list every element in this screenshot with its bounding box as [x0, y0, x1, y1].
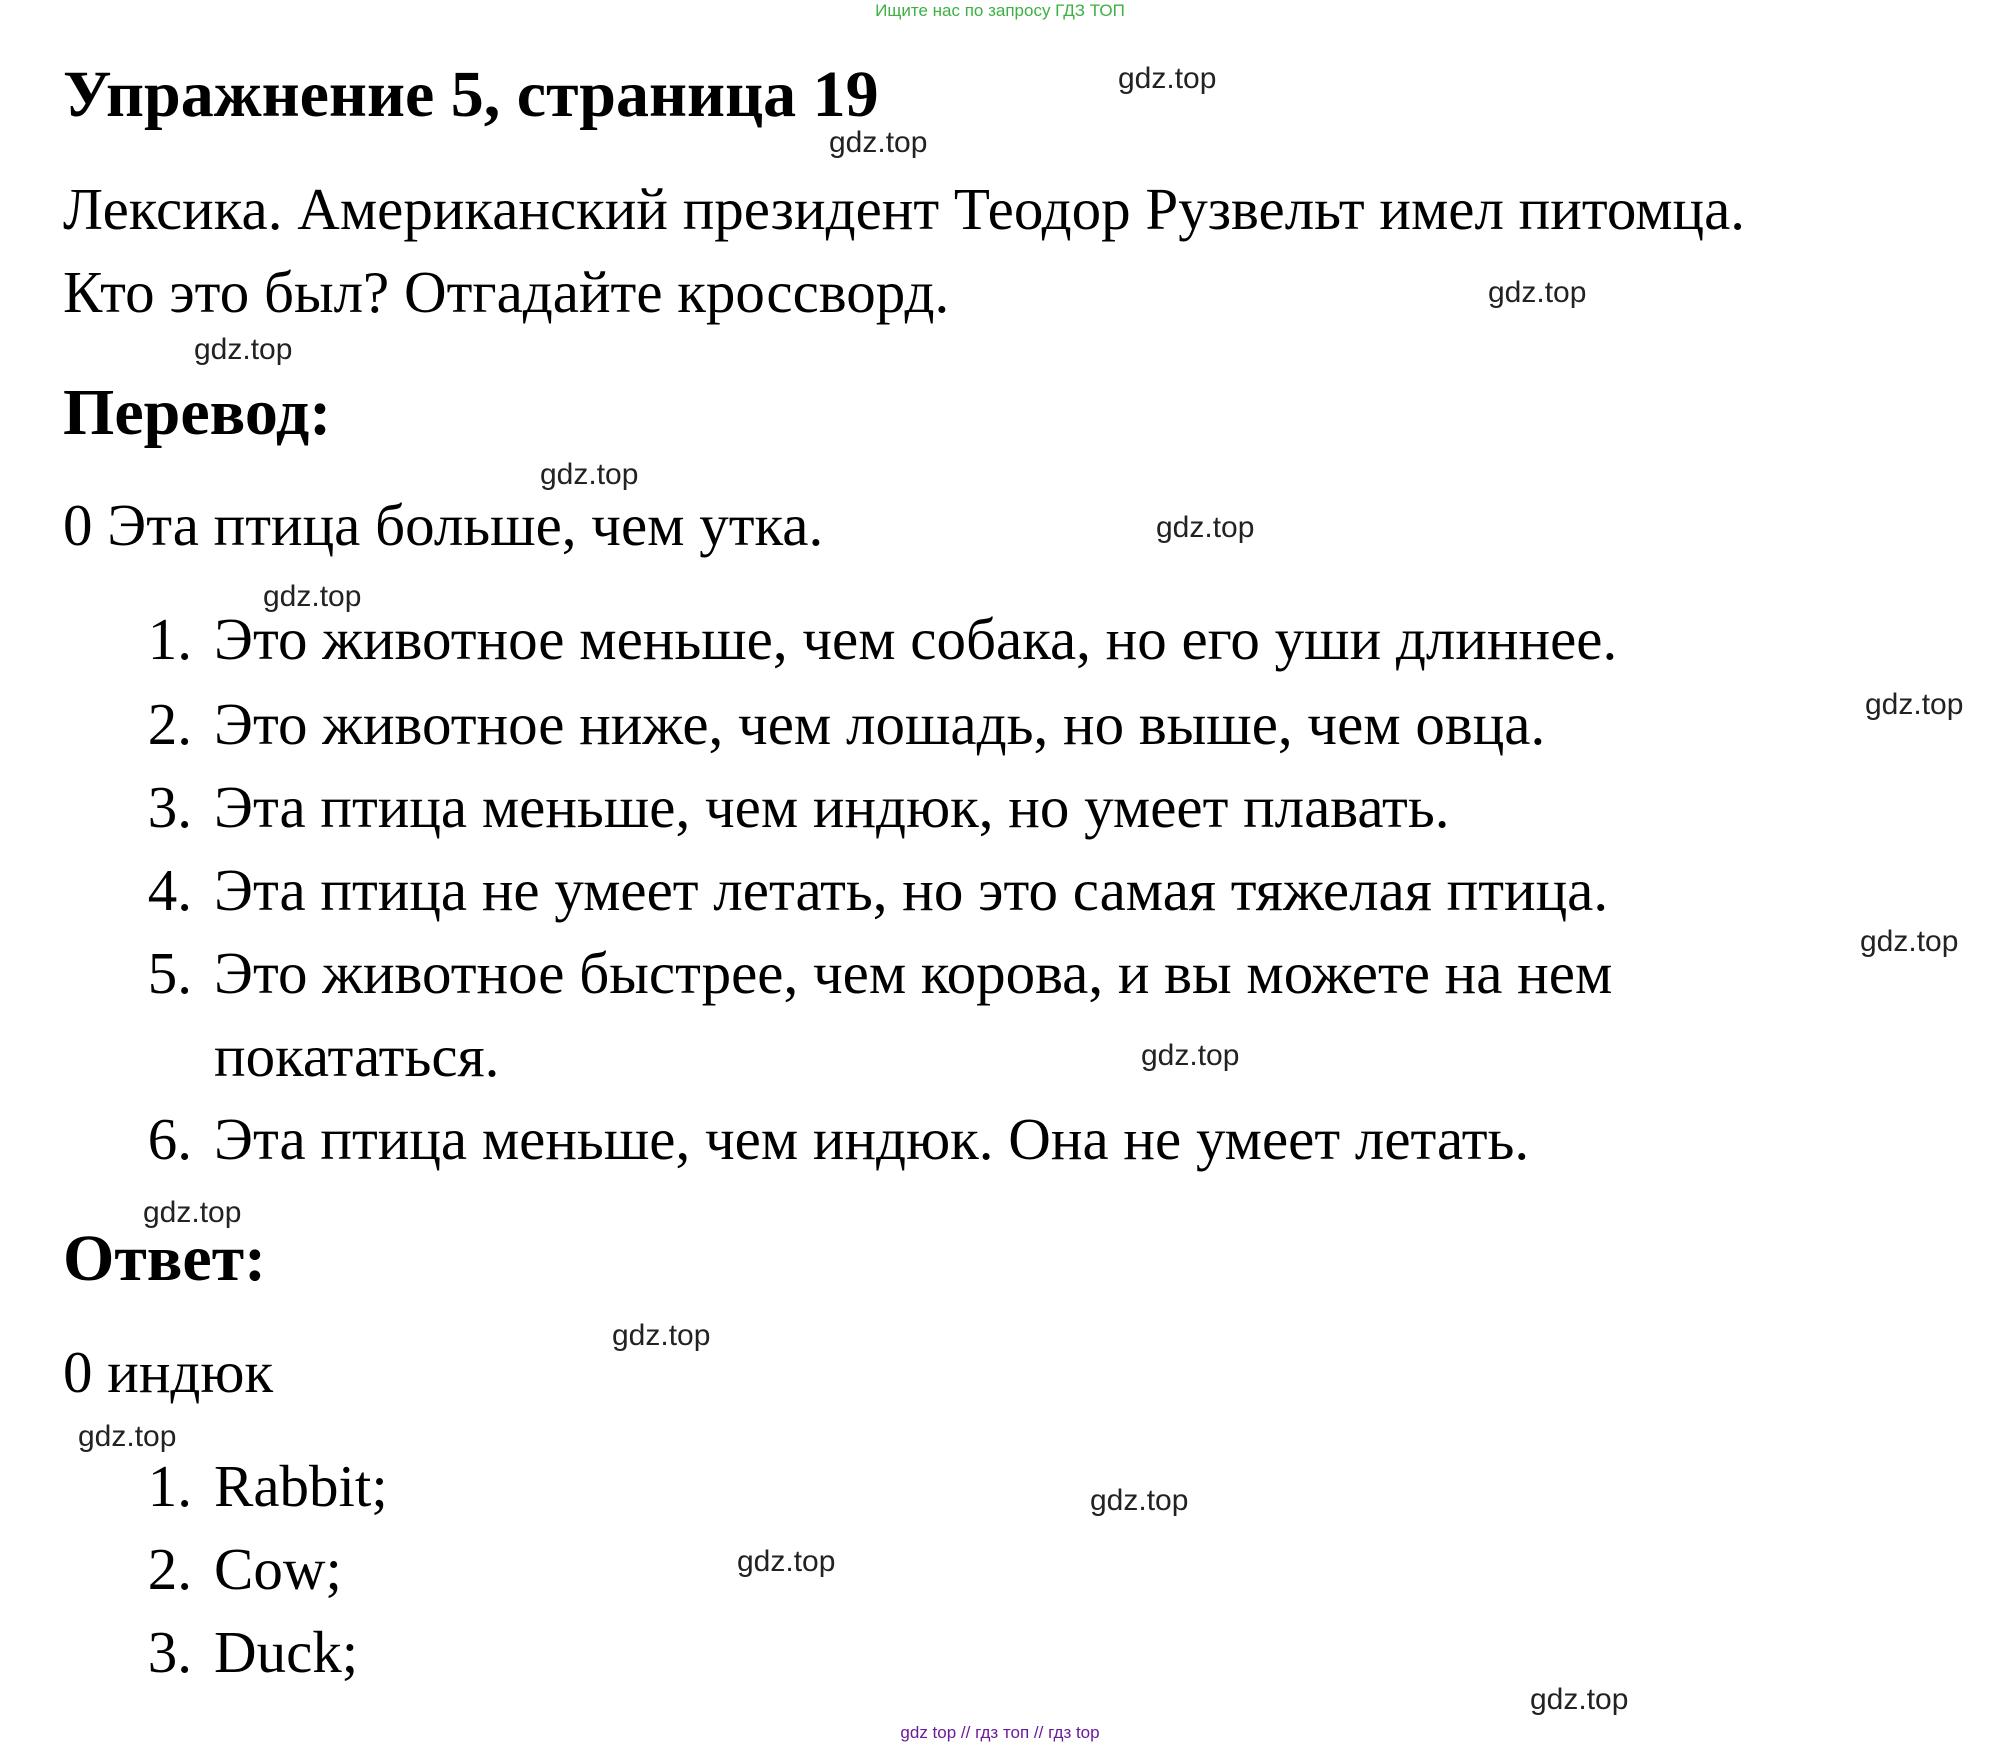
list-item [0, 857, 2000, 923]
list-item [0, 691, 2000, 757]
watermark: gdz.top [612, 1319, 711, 1352]
list-item-text: Эта птица не умеет летать, но это самая тяжелая птица. [214, 857, 1609, 923]
watermark: gdz.top [1860, 925, 1959, 958]
list-item-number: 6. [147, 1106, 192, 1172]
list-item [0, 1106, 2000, 1172]
watermark: gdz.top [1141, 1039, 1240, 1072]
watermark: gdz.top [540, 458, 639, 491]
answer-item-text: Duck; [214, 1619, 359, 1685]
watermark: gdz.top [1865, 688, 1964, 721]
answer-item-number: 1. [147, 1453, 192, 1519]
list-item-number: 1. [147, 606, 192, 672]
list-item-text: Это животное ниже, чем лошадь, но выше, чем овца. [214, 691, 1546, 757]
watermark: gdz.top [194, 333, 293, 366]
list-item-text: Это животное быстрее, чем корова, и вы можете на нем [214, 940, 1613, 1006]
list-item-number: 2. [147, 691, 192, 757]
task-line-1: Лексика. Американский президент Теодор Рузвельт имел питомца. [63, 176, 1746, 242]
list-item-text: Это животное меньше, чем собака, но его уши длиннее. [214, 606, 1618, 672]
list-item-number: 3. [147, 774, 192, 840]
watermark: gdz.top [143, 1196, 242, 1229]
watermark: gdz.top [78, 1420, 177, 1453]
answer-heading: Ответ: [63, 1222, 267, 1295]
page-title: Упражнение 5, страница 19 [63, 58, 879, 131]
list-item-text: Эта птица меньше, чем индюк. Она не умеет летать. [214, 1106, 1530, 1172]
answer-item-text: Rabbit; [214, 1453, 388, 1519]
answer-item-number: 2. [147, 1536, 192, 1602]
top-banner: Ищите нас по запросу ГДЗ ТОП [875, 1, 1125, 20]
answer-intro: 0 индюк [63, 1339, 274, 1405]
watermark: gdz.top [263, 580, 362, 613]
list-item-continuation: покататься. [214, 1023, 500, 1089]
list-item-number: 4. [147, 857, 192, 923]
list-item-number: 5. [147, 940, 192, 1006]
translation-intro: 0 Эта птица больше, чем утка. [63, 492, 824, 558]
list-item-text: Эта птица меньше, чем индюк, но умеет плавать. [214, 774, 1450, 840]
answer-item-text: Cow; [214, 1536, 342, 1602]
list-item [0, 606, 2000, 672]
watermark: gdz.top [1488, 276, 1587, 309]
footer-links: gdz top // гдз топ // гдз top [900, 1723, 1100, 1742]
watermark: gdz.top [737, 1545, 836, 1578]
task-line-2: Кто это был? Отгадайте кроссворд. [63, 259, 950, 325]
answer-item [0, 1536, 2000, 1602]
watermark: gdz.top [1156, 511, 1255, 544]
list-item [0, 774, 2000, 840]
translation-heading: Перевод: [63, 376, 332, 449]
watermark: gdz.top [1090, 1484, 1189, 1517]
watermark: gdz.top [829, 126, 928, 159]
watermark: gdz.top [1530, 1683, 1629, 1716]
answer-item-number: 3. [147, 1619, 192, 1685]
watermark: gdz.top [1118, 62, 1217, 95]
answer-item [0, 1619, 2000, 1685]
answer-item [0, 1453, 2000, 1519]
